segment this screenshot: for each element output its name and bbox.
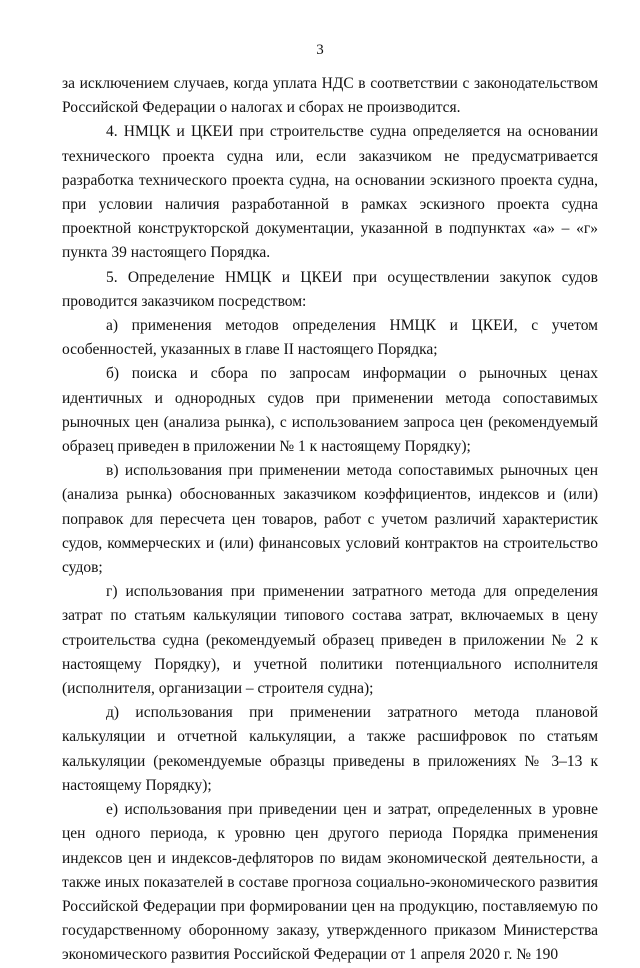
subitem-e: е) использования при приведении цен и затрат, определенных в уровне цен одного периода, к уровню цен другого периода Порядка применения индексов цен и индексов-дефляторов по видам экономической деятельности, а также иных показателей в составе прогноза социально-экономического развития Российской Федерации при формировании цен на продукцию, поставляемую по государственному оборонному заказу, утвержденного приказом Министерства экономического развития Российской Федерации от 1 апреля 2020 г. № 190	[62, 801, 598, 964]
subitem-b: б) поиска и сбора по запросам информации о рыночных ценах идентичных и однородных судов при применении метода сопоставимых рыночных цен (анализа рынка), с использованием запроса цен (рекомендуемый образец приведен в приложении № 1 к настоящему Порядку);	[62, 365, 598, 456]
subitem-v: в) использования при применении метода сопоставимых рыночных цен (анализа рынка) обоснованных заказчиком коэффициентов, индексов и (или) поправок для пересчета цен товаров, работ с учетом различий характеристик судов, коммерческих и (или) финансовых условий контрактов на строительство судов;	[62, 462, 598, 577]
subitem-g: г) использования при применении затратного метода для определения затрат по статьям калькуляции типового состава затрат, включаемых в цену строительства судна (рекомендуемый образец приведен в приложении № 2 к настоящему Порядку), и учетной политики потенциального исполнителя (исполнителя, организации – строителя судна);	[62, 583, 598, 698]
paragraph-item-5: 5. Определение НМЦК и ЦКЕИ при осуществлении закупок судов проводится заказчиком посредством:	[62, 268, 598, 310]
paragraph-item-4: 4. НМЦК и ЦКЕИ при строительстве судна определяется на основании технического проекта судна или, если заказчиком не предусматривается разработка технического проекта судна, на основании эскизного проекта судна, при условии наличия разработанной в рамках эскизного проекта судна проектной конструкторской документации, указанной в подпунктах «а» – «г» пункта 39 настоящего Порядка.	[62, 123, 598, 262]
document-body	[62, 72, 598, 968]
subitem-a: а) применения методов определения НМЦК и ЦКЕИ, с учетом особенностей, указанных в главе II настоящего Порядка;	[62, 317, 598, 359]
paragraph-continuation: за исключением случаев, когда уплата НДС в соответствии с законодательством Российской Федерации о налогах и сборах не производится.	[62, 75, 598, 117]
page-number: 3	[316, 42, 324, 58]
subitem-d: д) использования при применении затратного метода плановой калькуляции и отчетной калькуляции, а также расшифровок по статьям калькуляции (рекомендуемые образцы приведены в приложениях № 3–13 к настоящему Порядку);	[62, 704, 598, 794]
